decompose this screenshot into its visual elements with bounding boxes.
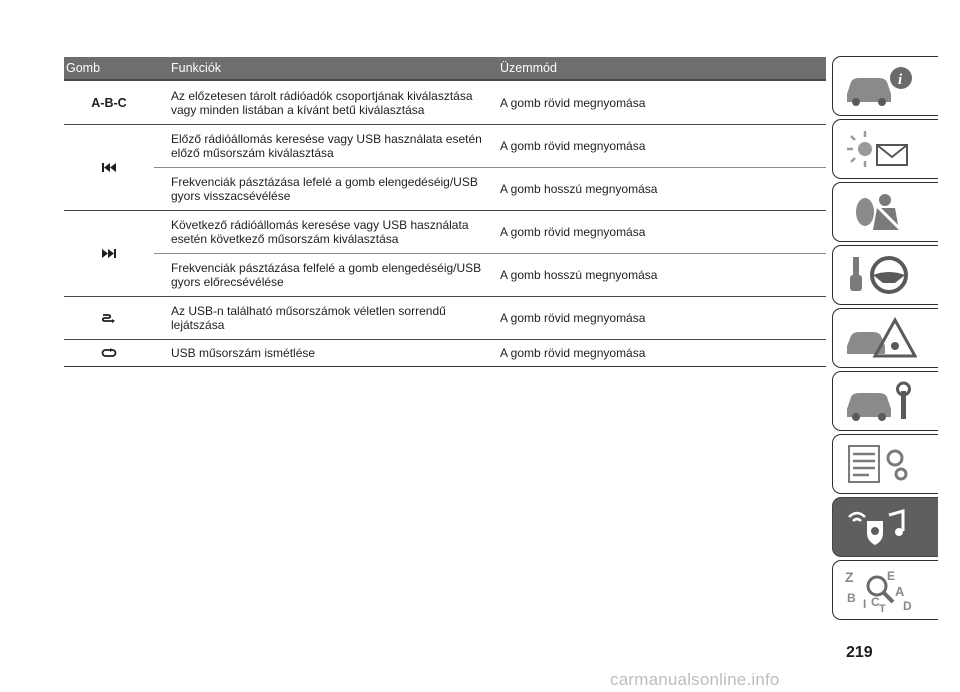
mode-text: A gomb rövid megnyomása [500,95,646,110]
key-steering-wheel-icon [843,253,917,297]
mode-text: A gomb hosszú megnyomása [500,182,658,196]
tab-emergency[interactable] [832,308,938,368]
warning-lights-icon [843,127,917,171]
table-row [64,125,826,211]
function-text: Az előzetesen tárolt rádióadók csoportjának kiválasztása vagy minden listában a kívánt betű kiválasztása [171,88,473,117]
svg-text:Z: Z [845,569,854,585]
function-text: Következő rádióállomás keresése vagy USB használata esetén következő műsorszám kiválasztása [171,218,469,246]
svg-text:i: i [898,72,903,88]
tab-technical-data[interactable] [832,434,938,494]
emergency-triangle-icon [843,316,917,360]
svg-text:A: A [895,584,905,599]
function-text: Előző rádióállomás keresése vagy USB használata esetén előző műsorszám kiválasztása [171,132,482,160]
table-row [64,297,826,340]
watermark: carmanualsonline.info [610,670,780,689]
table-header [64,57,826,81]
tab-multimedia[interactable] [832,497,938,557]
mode-text: A gomb rövid megnyomása [500,225,646,239]
tab-maintenance[interactable] [832,371,938,431]
mode-text: A gomb hosszú megnyomása [500,268,658,282]
car-info-icon [843,64,917,108]
function-text: Az USB-n található műsorszámok véletlen sorrendű lejátszása [171,304,446,332]
table-row [64,81,826,125]
multimedia-icon [843,505,917,549]
table-entry [154,253,826,296]
chapter-tabs [832,56,940,623]
abc-button-label: A-B-C [91,95,127,110]
mode-text: A gomb rövid megnyomása [500,346,646,360]
header-button: Gomb [66,61,101,75]
function-table [64,57,826,367]
header-function: Funkciók [171,61,222,75]
header-mode: Üzemmód [500,61,557,75]
tab-car-info[interactable] [832,56,938,116]
table-entry [64,211,826,253]
svg-text:B: B [847,591,856,605]
svg-text:D: D [903,599,912,612]
svg-text:C: C [871,595,880,609]
tab-airbag-seatbelt[interactable] [832,182,938,242]
table-entry [64,340,826,366]
table-row [64,211,826,297]
page-number: 219 [846,644,873,661]
function-text: Frekvenciák pásztázása felfelé a gomb elengedéséig/USB gyors előrecsévélése [171,261,482,289]
tab-key-steering[interactable] [832,245,938,305]
mode-text: A gomb rövid megnyomása [500,139,646,153]
car-wrench-icon [843,379,917,423]
tab-index[interactable] [832,560,938,620]
technical-data-icon [843,442,917,486]
svg-text:I: I [863,597,867,611]
table-entry [64,125,826,167]
mode-text: A gomb rövid megnyomása [500,311,646,325]
svg-text:E: E [887,569,896,583]
airbag-seatbelt-icon [843,190,917,234]
function-text: Frekvenciák pásztázása lefelé a gomb elengedéséig/USB gyors visszacsévélése [171,175,478,203]
table-entry [64,297,826,339]
table-row [64,340,826,367]
table-entry [64,81,826,124]
svg-text:T: T [879,603,886,612]
table-entry [154,167,826,210]
function-text: USB műsorszám ismétlése [171,346,316,360]
tab-warning-lights[interactable] [832,119,938,179]
alphabetical-index-icon [843,568,917,612]
